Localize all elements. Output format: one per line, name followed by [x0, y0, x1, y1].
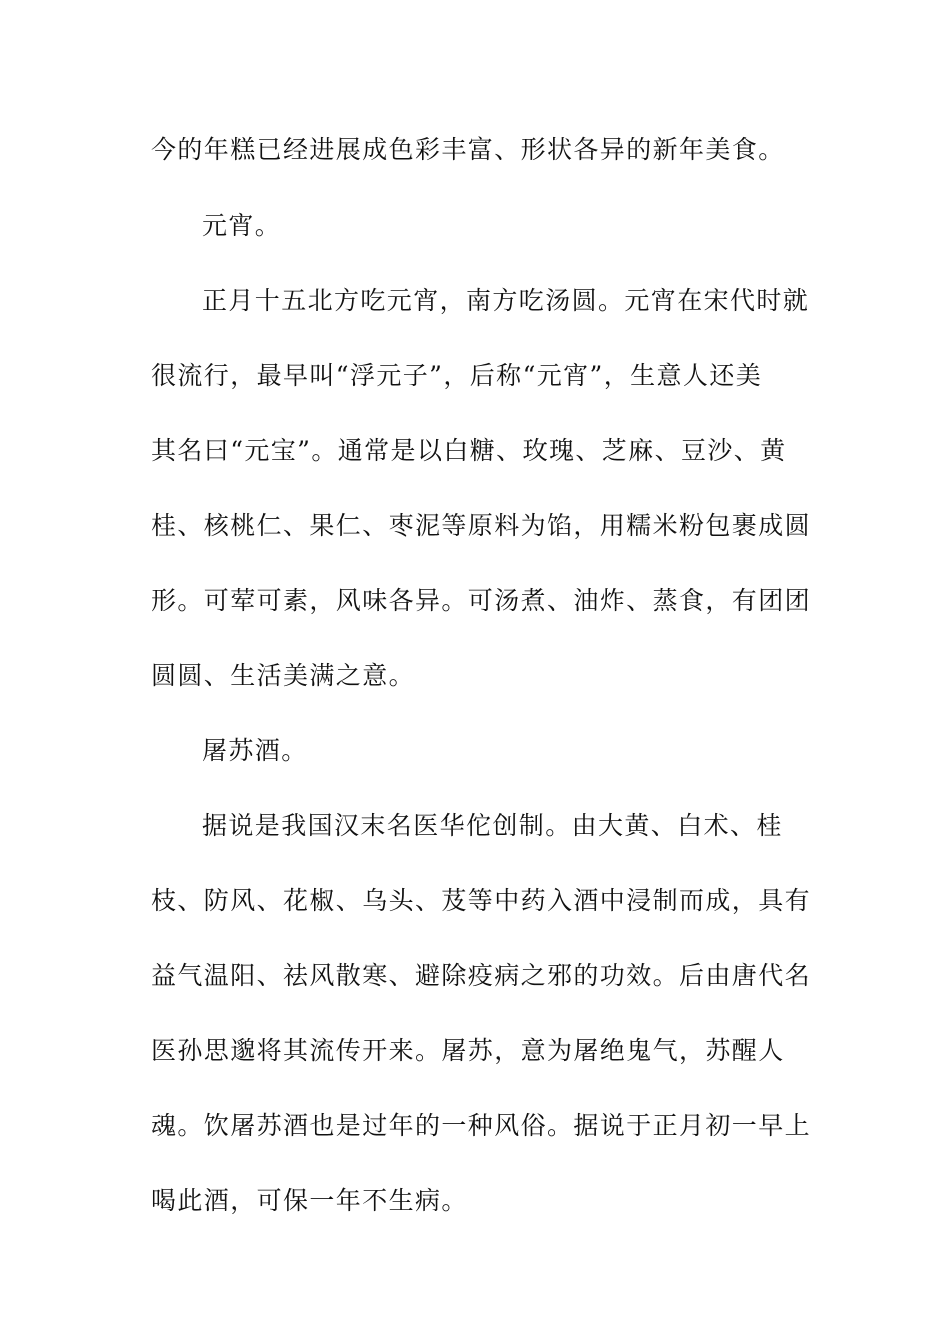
text-line-11: 枝、防风、花椒、乌头、芨等中药入酒中浸制而成，具有: [151, 886, 812, 915]
text-line-8: 圆圆、生活美满之意。: [151, 661, 416, 690]
text-line-4: 很流行，最早叫“浮元子”，后称“元宵”，生意人还美: [151, 361, 763, 390]
heading-tusujiu: 屠苏酒。: [202, 736, 308, 765]
text-line-7: 形。可荤可素，风味各异。可汤煮、油炸、蒸食，有团团: [151, 586, 812, 615]
text-line-6: 桂、核桃仁、果仁、枣泥等原料为馅，用糯米粉包裹成圆: [151, 511, 812, 540]
heading-yuanxiao: 元宵。: [202, 211, 282, 240]
text-line-15: 喝此酒，可保一年不生病。: [151, 1186, 468, 1215]
text-line-10: 据说是我国汉末名医华佗创制。由大黄、白术、桂: [202, 811, 783, 840]
text-line-12: 益气温阳、祛风散寒、避除疫病之邪的功效。后由唐代名: [151, 961, 812, 990]
text-line-3: 正月十五北方吃元宵，南方吃汤圆。元宵在宋代时就: [202, 286, 810, 315]
text-line-1: 今的年糕已经进展成色彩丰富、形状各异的新年美食。: [151, 135, 785, 164]
text-line-13: 医孙思邈将其流传开来。屠苏，意为屠绝鬼气，苏醒人: [151, 1036, 785, 1065]
text-line-5: 其名曰“元宝”。通常是以白糖、玫瑰、芝麻、豆沙、黄: [151, 436, 787, 465]
text-line-14: 魂。饮屠苏酒也是过年的一种风俗。据说于正月初一早上: [151, 1111, 812, 1140]
